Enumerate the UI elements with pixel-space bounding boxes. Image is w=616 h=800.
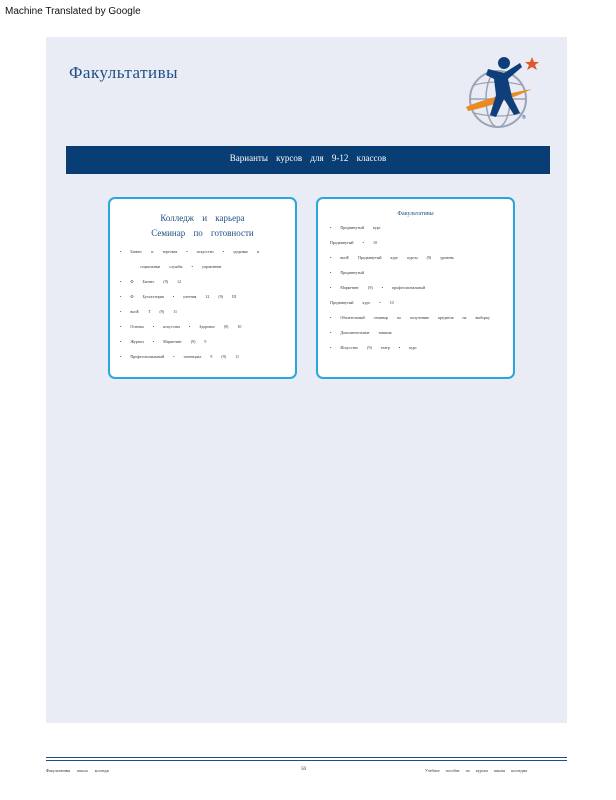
list-item: • Ф Бухгалтерия • учетная 12 (9) III xyxy=(120,294,237,299)
list-item: социальные службы • управление xyxy=(140,264,222,269)
svg-text:®: ® xyxy=(522,115,526,121)
course-options-banner xyxy=(66,146,550,174)
card-title-line: Семинар по готовности xyxy=(151,228,254,238)
school-logo-icon xyxy=(458,49,542,133)
list-item: • Ф Бизнес (9) 12 xyxy=(120,279,182,284)
list-item: • Бизнес и торговля • искусство • здоровье и xyxy=(120,249,260,254)
list-item: • Основы • искусства • Здоровье (9) 10 xyxy=(120,324,242,329)
document-page xyxy=(46,37,567,723)
list-item: Продвинутый • 10 xyxy=(330,240,377,245)
electives-card xyxy=(316,197,515,379)
footer-left-text: Факультативы школа колледж xyxy=(46,768,109,773)
machine-translated-note: Machine Translated by Google xyxy=(5,6,141,17)
list-item: • Искусство (9) театр • курс xyxy=(330,345,417,350)
card-title: Факультативы xyxy=(397,211,434,217)
footer-divider xyxy=(46,757,567,763)
course-list xyxy=(110,249,295,359)
list-item: • Профессиональный • потенциал 9 (9) 11 xyxy=(120,354,239,359)
list-item: • вызЕ Т (9) 11 xyxy=(120,309,177,314)
card-title xyxy=(110,211,295,241)
page-number: 50 xyxy=(301,767,306,772)
list-item: • Дополнительные занятия xyxy=(330,330,392,335)
banner-text: Варианты курсов для 9-12 классов xyxy=(229,153,387,163)
list-item: • Маркетинг (9) • профессиональный xyxy=(330,285,426,290)
list-item: Продвинутый курс • 10 xyxy=(330,300,394,305)
page-title: Факультативы xyxy=(69,63,179,82)
list-item: • Продвинутый курс xyxy=(330,225,381,230)
college-career-card xyxy=(108,197,297,379)
list-item: • Обязательный семинар по получению кредитов на выборку xyxy=(330,315,490,320)
list-item: • Продвинутый xyxy=(330,270,364,275)
footer-right-text: Учебное пособие по курсам школы колледжа xyxy=(425,768,528,773)
list-item: • Журнал • Маркетинг (9) 9 xyxy=(120,339,207,344)
list-item: • вызЕ Продвинутый курс курсы (9) уровень xyxy=(330,255,454,260)
course-list xyxy=(318,225,513,350)
card-title-line: Колледж и карьера xyxy=(160,213,245,223)
